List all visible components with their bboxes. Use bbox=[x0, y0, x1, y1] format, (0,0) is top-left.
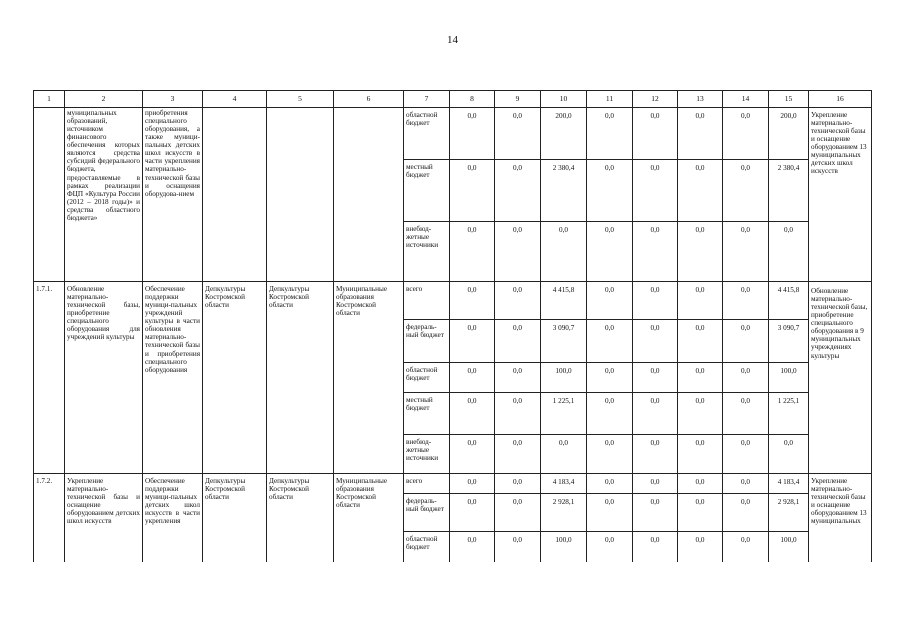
value-cell: 0,0 bbox=[633, 282, 678, 320]
row-code: 1.7.1. bbox=[34, 282, 65, 474]
participant bbox=[334, 108, 404, 282]
column-number: 12 bbox=[633, 91, 678, 108]
value-cell: 0,0 bbox=[678, 222, 723, 282]
value-cell: 200,0 bbox=[541, 108, 587, 160]
participant: Муниципальные образования Костромской области bbox=[334, 474, 404, 562]
value-cell: 0,0 bbox=[723, 282, 769, 320]
value-cell: 0,0 bbox=[450, 435, 495, 474]
value-cell: 0,0 bbox=[450, 282, 495, 320]
value-cell: 1 225,1 bbox=[541, 393, 587, 435]
value-cell: 2 380,4 bbox=[541, 160, 587, 222]
table-row bbox=[34, 474, 872, 494]
value-cell: 200,0 bbox=[769, 108, 809, 160]
column-number: 14 bbox=[723, 91, 769, 108]
value-cell: 0,0 bbox=[495, 108, 541, 160]
value-cell: 0,0 bbox=[678, 393, 723, 435]
value-cell: 0,0 bbox=[678, 363, 723, 393]
funding-source: областной бюджет bbox=[404, 532, 450, 562]
value-cell: 0,0 bbox=[678, 160, 723, 222]
event-content: Обеспечение поддержки муници-пальных детских школ искусств в части укрепления bbox=[143, 474, 203, 562]
value-cell: 0,0 bbox=[633, 474, 678, 494]
value-cell: 0,0 bbox=[633, 363, 678, 393]
value-cell: 0,0 bbox=[723, 474, 769, 494]
expected-result: Укрепление материально-технической базы и оснащение оборудованием 13 муниципальных детских школ искусств bbox=[809, 108, 872, 282]
funding-source: федераль-ный бюджет bbox=[404, 320, 450, 363]
column-number: 10 bbox=[541, 91, 587, 108]
value-cell: 0,0 bbox=[633, 320, 678, 363]
value-cell: 0,0 bbox=[769, 222, 809, 282]
column-number: 16 bbox=[809, 91, 872, 108]
co-executor bbox=[267, 108, 334, 282]
value-cell: 0,0 bbox=[495, 435, 541, 474]
column-number: 13 bbox=[678, 91, 723, 108]
column-number: 6 bbox=[334, 91, 404, 108]
value-cell: 0,0 bbox=[450, 160, 495, 222]
value-cell: 0,0 bbox=[450, 320, 495, 363]
value-cell: 0,0 bbox=[587, 320, 633, 363]
column-number: 5 bbox=[267, 91, 334, 108]
column-number: 11 bbox=[587, 91, 633, 108]
table-row bbox=[34, 108, 872, 160]
value-cell: 0,0 bbox=[723, 320, 769, 363]
value-cell: 0,0 bbox=[495, 160, 541, 222]
event-content: приобретения специального оборудования, а также муници-пальных детских школ искусств в части укрепления материально-технической базы и оснащения оборудова-нием bbox=[143, 108, 203, 282]
column-number: 1 bbox=[34, 91, 65, 108]
value-cell: 4 415,8 bbox=[541, 282, 587, 320]
value-cell: 100,0 bbox=[769, 363, 809, 393]
event-content: Обеспечение поддержки муници-пальных учреждений культуры в части обновления материально-технической базы и приобретения специального оборудования bbox=[143, 282, 203, 474]
value-cell: 0,0 bbox=[633, 222, 678, 282]
value-cell: 0,0 bbox=[633, 393, 678, 435]
row-code: 1.7.2. bbox=[34, 474, 65, 562]
value-cell: 0,0 bbox=[723, 108, 769, 160]
value-cell: 0,0 bbox=[678, 108, 723, 160]
value-cell: 0,0 bbox=[587, 222, 633, 282]
value-cell: 0,0 bbox=[633, 435, 678, 474]
value-cell: 0,0 bbox=[723, 222, 769, 282]
value-cell: 0,0 bbox=[450, 532, 495, 562]
column-number: 8 bbox=[450, 91, 495, 108]
value-cell: 0,0 bbox=[587, 363, 633, 393]
value-cell: 2 380,4 bbox=[769, 160, 809, 222]
value-cell: 0,0 bbox=[723, 435, 769, 474]
funding-source: всего bbox=[404, 282, 450, 320]
value-cell: 0,0 bbox=[495, 474, 541, 494]
value-cell: 0,0 bbox=[678, 435, 723, 474]
value-cell: 0,0 bbox=[450, 474, 495, 494]
value-cell: 0,0 bbox=[450, 494, 495, 532]
value-cell: 0,0 bbox=[495, 222, 541, 282]
page-number: 14 bbox=[447, 34, 458, 46]
column-number-row bbox=[34, 91, 872, 108]
value-cell: 2 928,1 bbox=[769, 494, 809, 532]
value-cell: 0,0 bbox=[587, 494, 633, 532]
value-cell: 0,0 bbox=[587, 282, 633, 320]
column-number: 3 bbox=[143, 91, 203, 108]
expected-result: Обновление материально-технической базы, приобретение специального оборудования в 9 муниципальных учреждениях культуры bbox=[809, 282, 872, 474]
value-cell: 0,0 bbox=[495, 393, 541, 435]
co-executor: Депкультуры Костромской области bbox=[267, 474, 334, 562]
value-cell: 0,0 bbox=[450, 108, 495, 160]
column-number: 9 bbox=[495, 91, 541, 108]
value-cell: 2 928,1 bbox=[541, 494, 587, 532]
value-cell: 0,0 bbox=[450, 222, 495, 282]
value-cell: 0,0 bbox=[723, 532, 769, 562]
value-cell: 0,0 bbox=[587, 474, 633, 494]
value-cell: 0,0 bbox=[678, 320, 723, 363]
co-executor: Депкультуры Костромской области bbox=[267, 282, 334, 474]
value-cell: 3 090,7 bbox=[769, 320, 809, 363]
value-cell: 0,0 bbox=[587, 435, 633, 474]
funding-source: местный бюджет bbox=[404, 160, 450, 222]
value-cell: 1 225,1 bbox=[769, 393, 809, 435]
funding-source: областной бюджет bbox=[404, 363, 450, 393]
event-description: Обновление материально-технической базы, приобретение специального оборудования для учреждений культуры bbox=[65, 282, 143, 474]
value-cell: 0,0 bbox=[587, 108, 633, 160]
value-cell: 0,0 bbox=[678, 532, 723, 562]
value-cell: 100,0 bbox=[769, 532, 809, 562]
funding-source: местный бюджет bbox=[404, 393, 450, 435]
funding-source: областной бюджет bbox=[404, 108, 450, 160]
value-cell: 4 415,8 bbox=[769, 282, 809, 320]
column-number: 15 bbox=[769, 91, 809, 108]
value-cell: 0,0 bbox=[678, 494, 723, 532]
value-cell: 100,0 bbox=[541, 532, 587, 562]
event-description: Укрепление материально-технической базы и оснащение оборудованием детских школ искусств bbox=[65, 474, 143, 562]
value-cell: 0,0 bbox=[633, 108, 678, 160]
value-cell: 0,0 bbox=[450, 363, 495, 393]
funding-source: внебюд-жетные источники bbox=[404, 435, 450, 474]
value-cell: 0,0 bbox=[541, 222, 587, 282]
value-cell: 0,0 bbox=[587, 160, 633, 222]
program-table bbox=[33, 90, 872, 562]
table-row bbox=[34, 282, 872, 320]
funding-source: федераль-ный бюджет bbox=[404, 494, 450, 532]
column-number: 7 bbox=[404, 91, 450, 108]
value-cell: 0,0 bbox=[769, 435, 809, 474]
row-code bbox=[34, 108, 65, 282]
value-cell: 0,0 bbox=[633, 494, 678, 532]
value-cell: 0,0 bbox=[495, 282, 541, 320]
value-cell: 100,0 bbox=[541, 363, 587, 393]
value-cell: 3 090,7 bbox=[541, 320, 587, 363]
event-description: муниципальных образований, источником финансового обеспечения которых являются средства субсидий федерального бюджета, предоставляемые в рамках реализации ФЦП «Культура России (2012 – 2018 годы)» и средства областного бюджета» bbox=[65, 108, 143, 282]
value-cell: 0,0 bbox=[495, 494, 541, 532]
value-cell: 0,0 bbox=[587, 532, 633, 562]
value-cell: 0,0 bbox=[723, 363, 769, 393]
value-cell: 0,0 bbox=[495, 532, 541, 562]
responsible-executor: Депкультуры Костромской области bbox=[203, 282, 267, 474]
value-cell: 0,0 bbox=[541, 435, 587, 474]
value-cell: 0,0 bbox=[633, 160, 678, 222]
funding-source: внебюд-жетные источники bbox=[404, 222, 450, 282]
funding-source: всего bbox=[404, 474, 450, 494]
value-cell: 0,0 bbox=[678, 474, 723, 494]
value-cell: 0,0 bbox=[633, 532, 678, 562]
value-cell: 0,0 bbox=[678, 282, 723, 320]
value-cell: 0,0 bbox=[495, 320, 541, 363]
expected-result: Укрепление материально-технической базы и оснащение оборудованием 13 муниципальных bbox=[809, 474, 872, 562]
responsible-executor: Депкультуры Костромской области bbox=[203, 474, 267, 562]
participant: Муниципальные образования Костромской области bbox=[334, 282, 404, 474]
responsible-executor bbox=[203, 108, 267, 282]
value-cell: 0,0 bbox=[723, 494, 769, 532]
column-number: 2 bbox=[65, 91, 143, 108]
column-number: 4 bbox=[203, 91, 267, 108]
value-cell: 0,0 bbox=[450, 393, 495, 435]
value-cell: 0,0 bbox=[495, 363, 541, 393]
value-cell: 0,0 bbox=[723, 393, 769, 435]
value-cell: 4 183,4 bbox=[541, 474, 587, 494]
value-cell: 0,0 bbox=[587, 393, 633, 435]
value-cell: 4 183,4 bbox=[769, 474, 809, 494]
value-cell: 0,0 bbox=[723, 160, 769, 222]
